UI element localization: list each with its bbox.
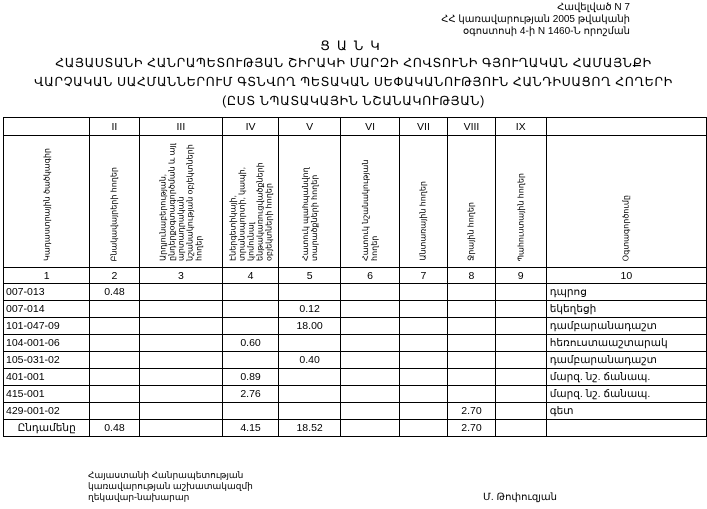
- value-cell: [495, 386, 546, 403]
- total-label: Ընդամենը: [4, 420, 90, 437]
- value-cell: [223, 352, 279, 369]
- value-cell: [90, 369, 139, 386]
- value-cell: [223, 403, 279, 420]
- total-cell: [139, 420, 223, 437]
- total-cell: [399, 420, 448, 437]
- column-number: 9: [495, 268, 546, 284]
- title-line-2: ՎԱՐՉԱԿԱՆ ՍԱՀՄԱՆՆԵՐՈՒՄ ԳՏՆՎՈՂ ՊԵՏԱԿԱՆ ՍԵՓԱԿԱՆՈՒԹՅՈՒՆ ՀԱՆԴԻՍԱՑՈՂ ՀՈՂԵՐԻ: [34, 75, 673, 89]
- usage-cell: մարզ. նշ. ճանապ.: [546, 369, 706, 386]
- usage-cell: դամբարանադաշտ: [546, 352, 706, 369]
- cadastral-code: 104-001-06: [4, 335, 90, 352]
- value-cell: [448, 301, 495, 318]
- usage-cell: գետ: [546, 403, 706, 420]
- value-cell: [399, 386, 448, 403]
- value-cell: 0.40: [278, 352, 341, 369]
- roman-cell: IV: [223, 118, 279, 136]
- value-cell: [278, 284, 341, 301]
- value-cell: [341, 369, 399, 386]
- value-cell: [341, 284, 399, 301]
- roman-cell: [546, 118, 706, 136]
- column-number: 7: [399, 268, 448, 284]
- roman-cell: [4, 118, 90, 136]
- table-row: [4, 352, 707, 369]
- total-usage-cell: [546, 420, 706, 437]
- value-cell: 0.12: [278, 301, 341, 318]
- value-cell: [341, 335, 399, 352]
- header-protected-lands: Հատուկ պահպանվող տարածքների հողեր: [300, 167, 319, 261]
- total-cell: 2.70: [448, 420, 495, 437]
- signer-name: Մ. Թոփուզյան: [483, 492, 557, 503]
- header-cell: [223, 136, 279, 268]
- value-cell: [139, 301, 223, 318]
- value-cell: [495, 284, 546, 301]
- value-cell: [223, 301, 279, 318]
- value-cell: [341, 403, 399, 420]
- column-number: 8: [448, 268, 495, 284]
- header-cell: [90, 136, 139, 268]
- value-cell: [448, 386, 495, 403]
- cadastral-code: 007-013: [4, 284, 90, 301]
- cadastral-code: 105-031-02: [4, 352, 90, 369]
- footer-line-1: Հայաստանի Հանրապետության: [88, 470, 244, 480]
- header-cadastral-code: Կադաստրային ծածկագիր: [42, 147, 52, 261]
- column-number: 4: [223, 268, 279, 284]
- value-cell: [495, 335, 546, 352]
- value-cell: [90, 301, 139, 318]
- value-cell: [399, 369, 448, 386]
- cadastral-code: 101-047-09: [4, 318, 90, 335]
- value-cell: [495, 369, 546, 386]
- value-cell: [90, 403, 139, 420]
- column-header-row: [4, 136, 707, 268]
- header-cell: [139, 136, 223, 268]
- column-number: 1: [4, 268, 90, 284]
- value-cell: [223, 284, 279, 301]
- value-cell: 0.89: [223, 369, 279, 386]
- header-special-lands: Հատուկ նշանակության հողեր: [361, 159, 380, 261]
- column-number: 2: [90, 268, 139, 284]
- header-infrastructure-lands: Էներգետիկայի, տրանսպորտի, կապի, կոմունալ ենթակառուցվածքների օբյեկտների հողեր: [228, 162, 274, 261]
- roman-cell: IX: [495, 118, 546, 136]
- value-cell: [139, 284, 223, 301]
- total-cell: 18.52: [278, 420, 341, 437]
- value-cell: [495, 318, 546, 335]
- value-cell: 2.70: [448, 403, 495, 420]
- appendix-number: Հավելված N 7: [557, 2, 630, 13]
- value-cell: 0.48: [90, 284, 139, 301]
- value-cell: [139, 403, 223, 420]
- cadastral-code: 401-001: [4, 369, 90, 386]
- footer-line-3: ղեկավար-նախարար: [88, 492, 190, 502]
- value-cell: [139, 335, 223, 352]
- column-number: 10: [546, 268, 706, 284]
- column-number: 6: [341, 268, 399, 284]
- usage-cell: դպրոց: [546, 284, 706, 301]
- roman-cell: VI: [341, 118, 399, 136]
- title-line-1: ՀԱՅԱՍՏԱՆԻ ՀԱՆՐԱՊԵՏՈՒԹՅԱՆ ՇԻՐԱԿԻ ՄԱՐԶԻ ՀՈՎՏՈՒՆԻ ԳՅՈՒՂԱԿԱՆ ՀԱՄԱՅՆՔԻ: [55, 56, 652, 70]
- total-row: [4, 420, 707, 437]
- value-cell: [448, 284, 495, 301]
- value-cell: [399, 301, 448, 318]
- roman-cell: V: [278, 118, 341, 136]
- table-row: [4, 386, 707, 403]
- usage-cell: դամբարանադաշտ: [546, 318, 706, 335]
- column-number: 5: [278, 268, 341, 284]
- total-cell: 4.15: [223, 420, 279, 437]
- value-cell: [278, 403, 341, 420]
- header-forest-lands: Անտառային հողեր: [418, 181, 428, 261]
- value-cell: [139, 369, 223, 386]
- header-reserve-lands: Պահուստային հողեր: [516, 172, 526, 261]
- appendix-header: [330, 2, 630, 38]
- value-cell: [278, 386, 341, 403]
- value-cell: [495, 403, 546, 420]
- table-row: [4, 301, 707, 318]
- header-cell: [4, 136, 90, 268]
- column-number-row: [4, 268, 707, 284]
- table-row: [4, 335, 707, 352]
- table-row: [4, 318, 707, 335]
- value-cell: [341, 352, 399, 369]
- header-usage: Օգտագործումը: [621, 194, 631, 261]
- header-cell: [341, 136, 399, 268]
- value-cell: [278, 335, 341, 352]
- value-cell: [90, 352, 139, 369]
- header-water-lands: Ջրային հողեր: [466, 202, 476, 261]
- header-cell: [495, 136, 546, 268]
- table-row: [4, 284, 707, 301]
- column-number: 3: [139, 268, 223, 284]
- value-cell: 18.00: [278, 318, 341, 335]
- cadastral-code: 429-001-02: [4, 403, 90, 420]
- total-cell: [495, 420, 546, 437]
- value-cell: [495, 301, 546, 318]
- header-cell: [546, 136, 706, 268]
- header-settlement-lands: Բնակավայրերի հողեր: [109, 166, 119, 261]
- value-cell: [448, 318, 495, 335]
- value-cell: [448, 352, 495, 369]
- land-table: [3, 117, 707, 437]
- total-cell: [341, 420, 399, 437]
- value-cell: [223, 318, 279, 335]
- value-cell: [341, 301, 399, 318]
- value-cell: [448, 369, 495, 386]
- total-cell: 0.48: [90, 420, 139, 437]
- value-cell: [448, 335, 495, 352]
- header-cell: [448, 136, 495, 268]
- value-cell: [399, 335, 448, 352]
- value-cell: [139, 318, 223, 335]
- value-cell: [90, 318, 139, 335]
- roman-cell: VIII: [448, 118, 495, 136]
- document-title: ՑԱՆԿ: [320, 38, 387, 53]
- value-cell: [399, 318, 448, 335]
- value-cell: [399, 403, 448, 420]
- cadastral-code: 007-014: [4, 301, 90, 318]
- title-line-3: (ԸՍՏ ՆՊԱՏԱԿԱՅԻՆ ՆՇԱՆԱԿՈՒԹՅԱՆ): [222, 94, 485, 108]
- value-cell: [399, 284, 448, 301]
- value-cell: [495, 352, 546, 369]
- usage-cell: եկեղեցի: [546, 301, 706, 318]
- usage-cell: հեռուստաաշտարակ: [546, 335, 706, 352]
- roman-numeral-row: [4, 118, 707, 136]
- value-cell: [90, 335, 139, 352]
- value-cell: [399, 352, 448, 369]
- appendix-decree-line: ՀՀ կառավարության 2005 թվականի: [441, 14, 630, 25]
- header-cell: [278, 136, 341, 268]
- value-cell: 0.60: [223, 335, 279, 352]
- value-cell: [278, 369, 341, 386]
- roman-cell: III: [139, 118, 223, 136]
- value-cell: [139, 352, 223, 369]
- signature-block: [88, 470, 253, 503]
- table-row: [4, 403, 707, 420]
- value-cell: [139, 386, 223, 403]
- roman-cell: VII: [399, 118, 448, 136]
- roman-cell: II: [90, 118, 139, 136]
- usage-cell: մարզ. նշ. ճանապ.: [546, 386, 706, 403]
- header-industrial-lands: Արդյունաբերության, ընդերքօգտագործման և այլ արտադրական նշանակության օբյեկտների հողեր: [158, 143, 204, 261]
- header-cell: [399, 136, 448, 268]
- value-cell: [90, 386, 139, 403]
- cadastral-code: 415-001: [4, 386, 90, 403]
- appendix-date-line: օգոստոսի 4-ի N 1460-Ն որոշման: [463, 26, 630, 37]
- value-cell: [341, 318, 399, 335]
- table-row: [4, 369, 707, 386]
- value-cell: 2.76: [223, 386, 279, 403]
- footer-line-2: կառավարության աշխատակազմի: [88, 481, 253, 491]
- value-cell: [341, 386, 399, 403]
